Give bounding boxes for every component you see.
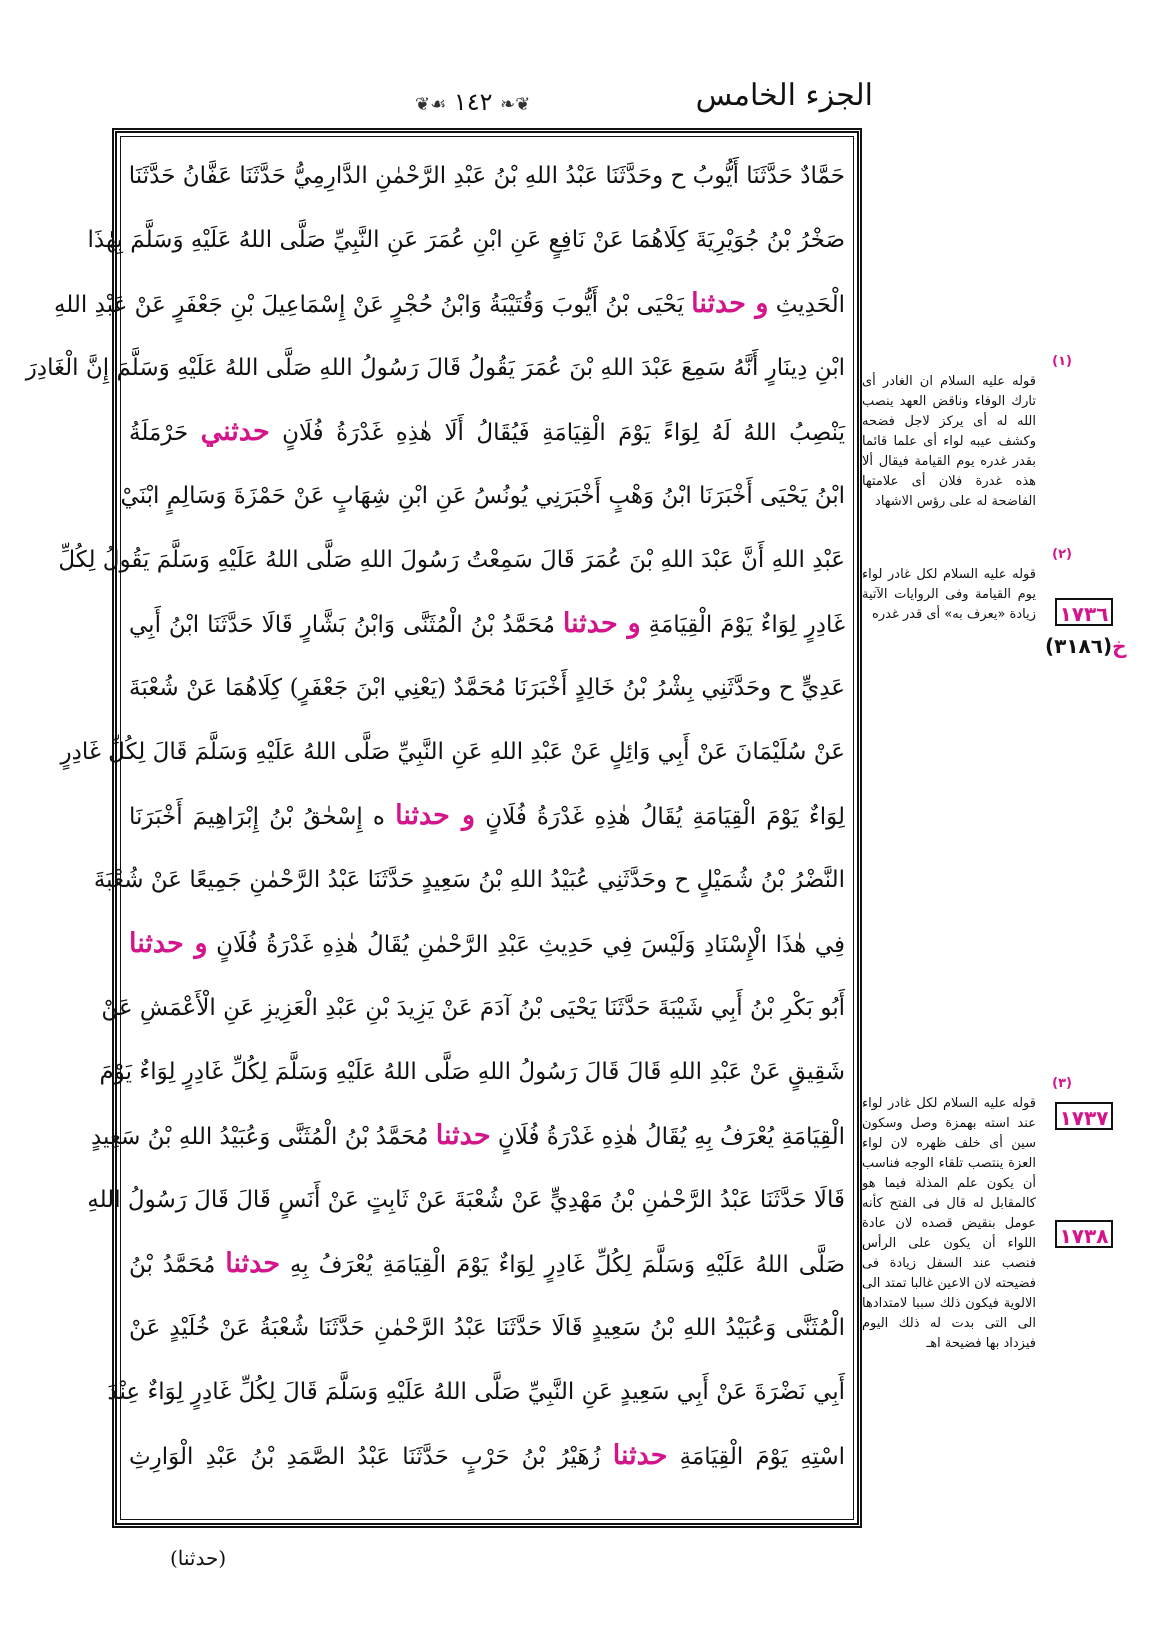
note-number: (٢) [1052, 547, 1072, 562]
main-text-frame [25, 128, 862, 1528]
margin-note-1 [862, 352, 1072, 512]
hadith-text [25, 147, 846, 1509]
line-text: عَدِيٍّ ح وحَدَّثَنِي بِشْرُ بْنُ خَالِدٍ أَخْبَرَنَا مُحَمَّدٌ (يَعْنِي ابْنَ جَعْفَرٍ) كِلَاهُمَا عَنْ شُعْبَةَ [129, 675, 845, 701]
line-text: اسْتِهِ يَوْمَ الْقِيَامَةِ [679, 1444, 845, 1470]
text-line [129, 595, 845, 653]
note-number: (١) [1052, 354, 1072, 369]
line-text: عَبْدِ اللهِ أَنَّ عَبْدَ اللهِ بْنَ عُمَرَ قَالَ سَمِعْتُ رَسُولَ اللهِ صَلَّى اللهُ عَلَيْهِ وَسَلَّمَ يَقُولُ لِكُلِّ [58, 547, 845, 573]
chain-marker: و حدثنا [691, 288, 769, 319]
note-text: قوله عليه السلام لكل غادر لواء يوم القيامة وفى الروايات الآتية زيادة «يعرف به» أى قدر غدره [862, 567, 1036, 622]
chain-marker: و حدثنا [562, 608, 641, 639]
text-line [53, 275, 845, 333]
line-text: شَقِيقٍ عَنْ عَبْدِ اللهِ قَالَ قَالَ رَسُولُ اللهِ صَلَّى اللهُ عَلَيْهِ وَسَلَّمَ لِكُلِّ غَادِرٍ لِوَاءٌ يَوْمَ [99, 1059, 845, 1085]
catchword: (حدثنا) [170, 1546, 227, 1570]
line-text: الْمُثَنَّى وَعُبَيْدُ اللهِ بْنُ سَعِيدٍ قَالَا حَدَّثَنَا عَبْدُ الرَّحْمٰنِ حَدَّثَنَا شُعْبَةُ عَنْ خُلَيْدٍ عَنْ [129, 1315, 845, 1341]
line-text: صَخْرُ بْنُ جُوَيْرِيَةَ كِلَاهُمَا عَنْ نَافِعٍ عَنِ ابْنِ عُمَرَ عَنِ النَّبِيِّ صَلَّى اللهُ عَلَيْهِ وَسَلَّمَ بِهٰذَا [87, 227, 845, 253]
text-line [129, 1235, 845, 1293]
hadith-number-box: ١٧٣٦ [1055, 598, 1113, 626]
line-text: لِوَاءٌ يَوْمَ الْقِيَامَةِ يُقَالُ هٰذِهِ غَدْرَةُ فُلَانٍ [485, 804, 845, 830]
text-line [129, 659, 845, 717]
margin-note-2 [862, 545, 1072, 625]
margin-note-3 [862, 1074, 1072, 1354]
note-text: قوله عليه السلام لكل غادر لواء عند استه بهمزة وصل وسكون سين أى خلف ظهره لان لواء العزة ينتصب تلقاء الوجه فناسب أن يكون علم المذلة فيما هو كالمقابل له قال فى الفتح كأنه عومل بنقيض قصده لان عادة اللواء أن يكون على الرأس فنصب عند السفل زيادة فى فضيحته لان الاعين غالبا تمتد الى الالوية فيكون ذلك سببا لامتدادها الى التى بدت له ذلك اليوم فيزداد بها فضيحة اهـ [862, 1096, 1036, 1351]
ornament-icon: ☙❦ [415, 94, 447, 115]
note-number: (٣) [1052, 1076, 1072, 1091]
chain-marker: حدثني [200, 416, 270, 447]
chain-marker: حدثنا [225, 1248, 281, 1279]
text-line [129, 1299, 845, 1357]
line-text: فِي هٰذَا الْإِسْنَادِ وَلَيْسَ فِي حَدِيثِ عَبْدِ الرَّحْمٰنِ يُقَالُ هٰذِهِ غَدْرَةُ فُلَانٍ [216, 932, 845, 958]
text-line [60, 723, 845, 781]
text-line [90, 1107, 845, 1165]
line-text: يَحْيَى بْنُ أَيُّوبَ وَقُتَيْبَةُ وَابْنُ حُجْرٍ عَنْ إِسْمَاعِيلَ بْنِ جَعْفَرٍ عَنْ عَبْدِ اللهِ [53, 292, 684, 318]
line-text: أَبِي نَضْرَةَ عَنْ أَبِي سَعِيدٍ عَنِ النَّبِيِّ صَلَّى اللهُ عَلَيْهِ وَسَلَّمَ قَالَ لِكُلِّ غَادِرٍ لِوَاءٌ عِنْدَ [107, 1379, 845, 1405]
hadith-number-box: ١٧٣٧ [1055, 1102, 1113, 1130]
line-text: مُحَمَّدُ بْنُ الْمُثَنَّى وَعُبَيْدُ اللهِ بْنُ سَعِيدٍ [90, 1124, 429, 1150]
ornament-icon: ❦❧ [500, 94, 531, 115]
text-line [25, 339, 845, 397]
text-line [87, 211, 845, 269]
text-line [101, 979, 845, 1037]
note-text: قوله عليه السلام ان الغادر أى تارك الوفاء وناقض العهد ينصب الله له أى يركز لاجل فضحه وكشف عيبه لواء أى علما قائما بقدر غدره يوم القيامة فيقال ألا هذه غدرة فلان أى علامتها الفاضحة له على رؤس الاشهاد [862, 374, 1036, 509]
line-text: يَنْصِبُ اللهُ لَهُ لِوَاءً يَوْمَ الْقِيَامَةِ فَيُقَالُ أَلَا هٰذِهِ غَدْرَةُ فُلَانٍ [282, 420, 845, 446]
line-text: زُهَيْرُ بْنُ حَرْبٍ حَدَّثَنَا عَبْدُ الصَّمَدِ بْنُ عَبْدِ الْوَارِثِ [129, 1444, 601, 1470]
text-line [129, 915, 845, 973]
line-text: عَنْ سُلَيْمَانَ عَنْ أَبِي وَائِلٍ عَنْ عَبْدِ اللهِ عَنِ النَّبِيِّ صَلَّى اللهُ عَلَيْهِ وَسَلَّمَ قَالَ لِكُلِّ غَادِرٍ [60, 739, 845, 765]
text-line [129, 787, 845, 845]
chain-marker: حدثنا [612, 1440, 668, 1471]
line-text: أَبُو بَكْرِ بْنُ أَبِي شَيْبَةَ حَدَّثَنَا يَحْيَى بْنُ آدَمَ عَنْ يَزِيدَ بْنِ عَبْدِ الْعَزِيزِ عَنِ الْأَعْمَشِ عَنْ [101, 995, 845, 1021]
text-line [87, 1171, 845, 1229]
chain-marker: و حدثنا [129, 928, 208, 959]
line-text: غَادِرٍ لِوَاءٌ يَوْمَ الْقِيَامَةِ [648, 612, 845, 638]
line-text: حَمَّادٌ حَدَّثَنَا أَيُّوبُ ح وحَدَّثَنَا عَبْدُ اللهِ بْنُ عَبْدِ الرَّحْمٰنِ الدَّارِمِيُّ حَدَّثَنَا عَفَّانُ حَدَّثَنَا [128, 163, 845, 189]
line-text: حَرْمَلَةُ [129, 420, 189, 446]
text-line [93, 851, 845, 909]
chain-marker: و حدثنا [395, 800, 476, 831]
page-number [415, 88, 530, 116]
text-line [99, 1043, 845, 1101]
reference-prefix: خ [1112, 634, 1127, 658]
page-number-value: ١٤٢ [453, 88, 493, 116]
hadith-number-box: ١٧٣٨ [1055, 1220, 1113, 1248]
line-text: الْقِيَامَةِ يُعْرَفُ بِهِ يُقَالُ هٰذِهِ غَدْرَةُ فُلَانٍ [497, 1124, 845, 1150]
line-text: مُحَمَّدُ بْنُ الْمُثَنَّى وَابْنُ بَشَّارٍ قَالَا حَدَّثَنَا ابْنُ أَبِي [129, 612, 555, 638]
chain-marker: حدثنا [435, 1120, 491, 1151]
text-line [107, 1363, 845, 1421]
line-text: ابْنُ يَحْيَى أَخْبَرَنَا ابْنُ وَهْبٍ أَخْبَرَنِي يُونُسُ عَنِ ابْنِ شِهَابٍ عَنْ حَمْزَةَ وَسَالِمٍ ابْنَيْ [120, 483, 845, 509]
text-line [129, 147, 845, 205]
line-text: ه إِسْحٰقُ بْنُ إِبْرَاهِيمَ أَخْبَرَنَا [129, 804, 385, 830]
reference-number: (٣١٨٦) [1045, 634, 1113, 658]
line-text: ابْنِ دِينَارٍ أَنَّهُ سَمِعَ عَبْدَ اللهِ بْنَ عُمَرَ يَقُولُ قَالَ رَسُولُ اللهِ صَلَّى اللهُ عَلَيْهِ وَسَلَّمَ إِنَّ الْغَادِرَ [25, 355, 845, 381]
text-line [129, 1427, 845, 1485]
line-text: النَّضْرُ بْنُ شُمَيْلٍ ح وحَدَّثَنِي عُبَيْدُ اللهِ بْنُ سَعِيدٍ حَدَّثَنَا عَبْدُ الرَّحْمٰنِ جَمِيعًا عَنْ شُعْبَةَ [93, 867, 845, 893]
text-line [120, 467, 845, 525]
part-title: الجزء الخامس [695, 78, 873, 113]
line-text: صَلَّى اللهُ عَلَيْهِ وَسَلَّمَ لِكُلِّ غَادِرٍ لِوَاءٌ يَوْمَ الْقِيَامَةِ يُعْرَفُ بِهِ [289, 1252, 846, 1278]
bukhari-reference [1045, 634, 1127, 658]
page-header [0, 72, 1158, 122]
text-line [129, 403, 845, 461]
line-text: مُحَمَّدُ بْنُ [129, 1252, 216, 1278]
text-line [58, 531, 845, 589]
line-text: قَالَا حَدَّثَنَا عَبْدُ الرَّحْمٰنِ بْنُ مَهْدِيٍّ عَنْ شُعْبَةَ عَنْ ثَابِتٍ عَنْ أَنَسٍ قَالَ قَالَ رَسُولُ اللهِ [87, 1187, 845, 1213]
line-text: الْحَدِيثِ [775, 292, 845, 318]
